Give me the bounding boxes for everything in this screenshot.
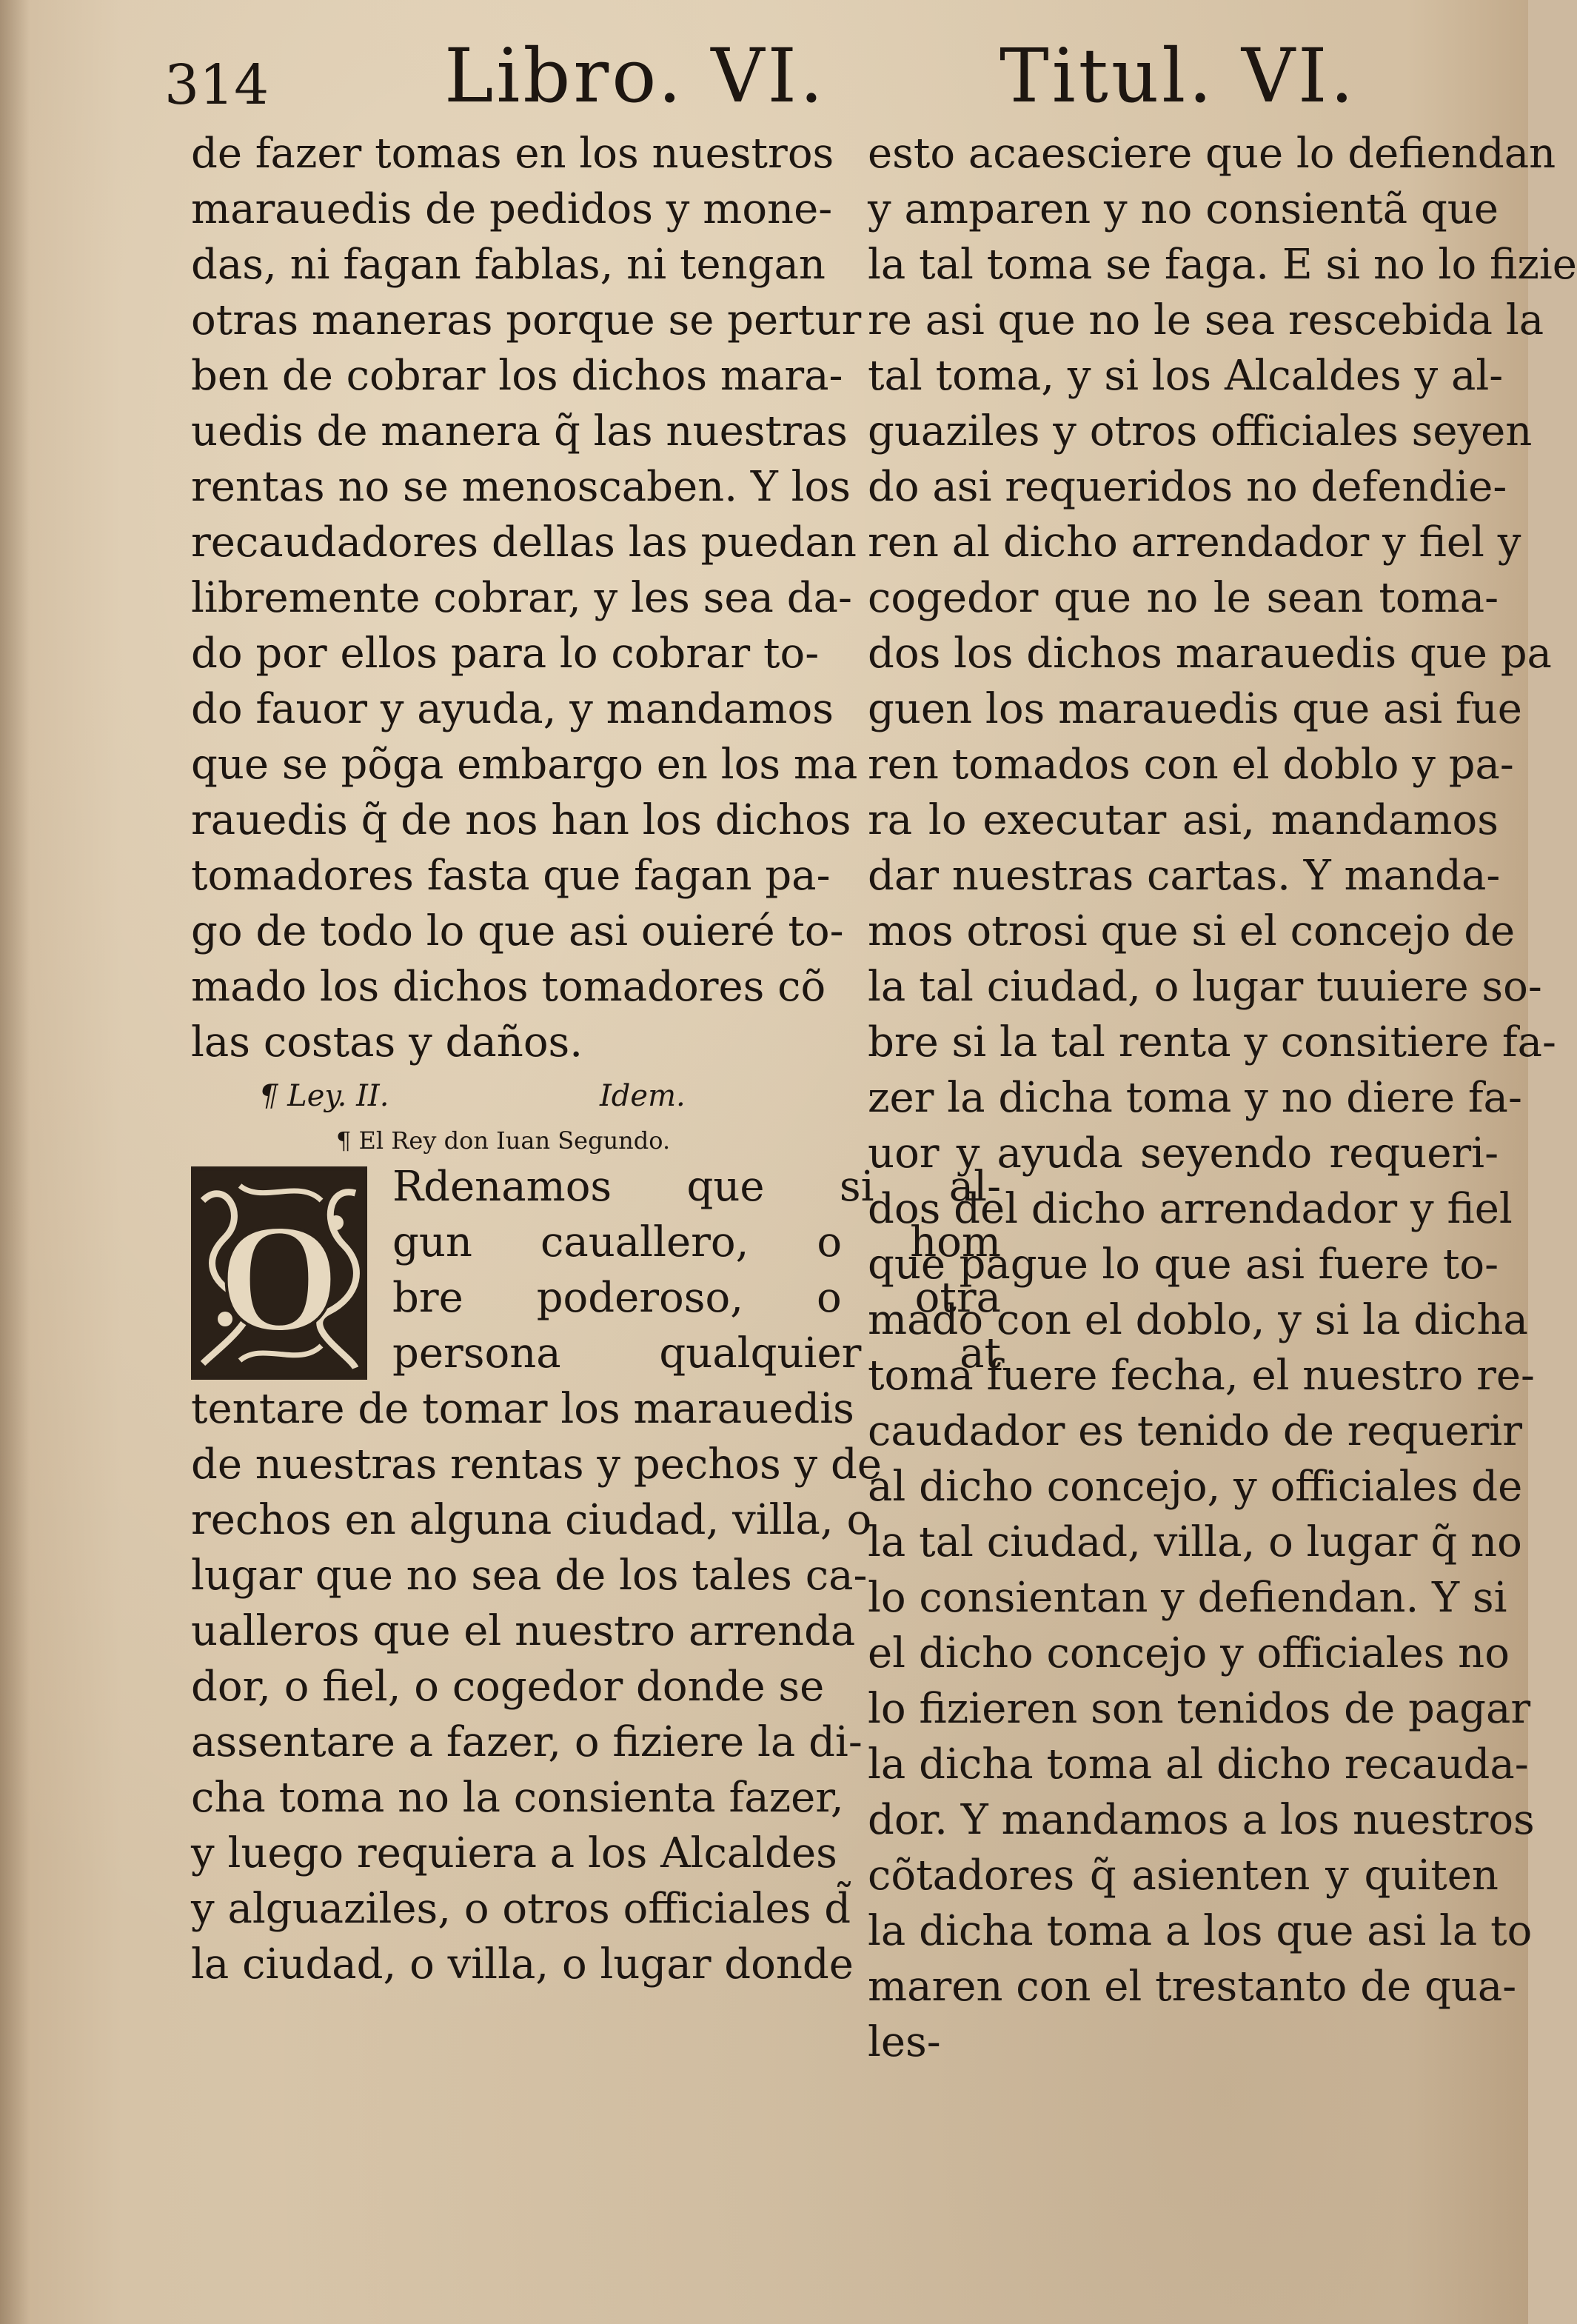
left-column xyxy=(191,126,1001,1992)
text-line: Rdenamos que si al- xyxy=(392,1163,1001,1211)
king-attribution: ¶ El Rey don Iuan Segundo. xyxy=(336,1126,671,1155)
text-line: lo fizieren son tenidos de pagar xyxy=(868,1685,1531,1733)
initial-letter: O xyxy=(218,1192,340,1364)
text-line: libremente cobrar, y les sea da- xyxy=(191,574,852,622)
text-line: lugar que no sea de los tales ca- xyxy=(191,1552,868,1600)
text-line: guen los marauedis que asi fue xyxy=(868,685,1522,733)
text-line: ren al dicho arrendador y fiel y xyxy=(868,518,1521,567)
text-line: uor y ayuda seyendo requeri- xyxy=(868,1129,1499,1178)
text-line: maren con el trestanto de qua- xyxy=(868,1963,1517,2011)
text-line: y luego requiera a los Alcaldes xyxy=(191,1829,837,1877)
text-line: ualleros que el nuestro arrenda xyxy=(191,1607,856,1655)
decorated-initial xyxy=(191,1166,367,1380)
text-line: uedis de manera q̃ las nuestras xyxy=(191,407,848,455)
text-line: que se põga embargo en los ma xyxy=(191,741,858,789)
text-line: bre si la tal renta y consitiere fa- xyxy=(868,1018,1556,1066)
catchword: les- xyxy=(868,2018,941,2066)
text-line: otras maneras porque se pertur xyxy=(191,296,862,344)
text-line: ren tomados con el doblo y pa- xyxy=(868,741,1514,789)
page-header xyxy=(0,21,1528,119)
text-line: persona qualquier at xyxy=(392,1329,1001,1378)
text-line: do por ellos para lo cobrar to- xyxy=(191,630,820,678)
text-line: cha toma no la consienta fazer, xyxy=(191,1774,844,1822)
left-column-text-top xyxy=(191,126,862,1070)
text-line: la tal toma se faga. E si no lo fizie xyxy=(868,241,1577,289)
text-line: toma fuere fecha, el nuestro re- xyxy=(868,1352,1535,1400)
text-line: zer la dicha toma y no diere fa- xyxy=(868,1074,1522,1122)
folio-number: 314 xyxy=(164,53,269,117)
text-line: recaudadores dellas las puedan xyxy=(191,518,857,567)
text-line: guaziles y otros officiales seyen xyxy=(868,407,1533,455)
law-number: ¶ Ley. II. xyxy=(259,1079,389,1113)
text-line: mado los dichos tomadores cõ xyxy=(191,963,826,1011)
text-line: la dicha toma al dicho recauda- xyxy=(868,1740,1529,1789)
initial-paragraph xyxy=(191,1159,1001,1381)
text-line: go de todo lo que asi ouieré to- xyxy=(191,907,844,955)
text-line: tal toma, y si los Alcaldes y al- xyxy=(868,352,1504,400)
text-line: cogedor que no le sean toma- xyxy=(868,574,1499,622)
text-line: ben de cobrar los dichos mara- xyxy=(191,352,843,400)
text-line: la ciudad, o villa, o lugar donde xyxy=(191,1940,854,1989)
text-line: la dicha toma a los que asi la to xyxy=(868,1907,1533,1955)
text-line: assentare a fazer, o fiziere la di- xyxy=(191,1718,863,1766)
text-line: tomadores fasta que fagan pa- xyxy=(191,852,831,900)
text-line: de fazer tomas en los nuestros xyxy=(191,130,834,178)
left-column-text-bottom xyxy=(191,1381,882,1992)
text-line: la tal ciudad, villa, o lugar q̃ no xyxy=(868,1518,1522,1566)
text-line: esto acaesciere que lo defiendan xyxy=(868,130,1556,178)
text-line: do asi requeridos no defendie- xyxy=(868,463,1507,511)
text-line: marauedis de pedidos y mone- xyxy=(191,185,833,233)
text-line: ra lo executar asi, mandamos xyxy=(868,796,1499,844)
running-title-book: Libro. VI. xyxy=(444,33,826,119)
text-line: dos del dicho arrendador y fiel xyxy=(868,1185,1513,1233)
text-line: mos otrosi que si el concejo de xyxy=(868,907,1516,955)
text-line: lo consientan y defiendan. Y si xyxy=(868,1574,1507,1622)
text-line: y amparen y no consientã que xyxy=(868,185,1499,233)
text-line: dor. Y mandamos a los nuestros xyxy=(868,1796,1535,1844)
decorated-initial-art xyxy=(195,1171,363,1375)
text-line: re asi que no le sea rescebida la xyxy=(868,296,1544,344)
text-line: tentare de tomar los marauedis xyxy=(191,1385,854,1433)
text-line: las costas y daños. xyxy=(191,1018,583,1066)
text-line: bre poderoso, o otra xyxy=(392,1274,1001,1322)
text-line: que pague lo que asi fuere to- xyxy=(868,1241,1499,1289)
law-heading xyxy=(191,1070,813,1122)
law-idem: Idem. xyxy=(600,1079,686,1113)
text-line: de nuestras rentas y pechos y de xyxy=(191,1440,882,1489)
text-line: dar nuestras cartas. Y manda- xyxy=(868,852,1501,900)
text-line: rauedis q̃ de nos han los dichos xyxy=(191,796,851,844)
text-line: das, ni fagan fablas, ni tengan xyxy=(191,241,826,289)
text-line: mado con el doblo, y si la dicha xyxy=(868,1296,1528,1344)
text-line: la tal ciudad, o lugar tuuiere so- xyxy=(868,963,1542,1011)
text-line: el dicho concejo y officiales no xyxy=(868,1629,1510,1677)
text-line: al dicho concejo, y officiales de xyxy=(868,1463,1523,1511)
text-line: y alguaziles, o otros officiales d̃ xyxy=(191,1885,851,1933)
text-line: dor, o fiel, o cogedor donde se xyxy=(191,1663,825,1711)
right-column xyxy=(868,126,1577,2070)
text-line: cõtadores q̃ asienten y quiten xyxy=(868,1851,1499,1900)
running-title-title: Titul. VI. xyxy=(1000,33,1357,119)
text-line: caudador es tenido de requerir xyxy=(868,1407,1523,1455)
text-line: dos los dichos marauedis que pa xyxy=(868,630,1552,678)
text-line: gun cauallero, o hom xyxy=(392,1218,1001,1266)
text-line: rentas no se menoscaben. Y los xyxy=(191,463,851,511)
text-line: do fauor y ayuda, y mandamos xyxy=(191,685,834,733)
text-line: rechos en alguna ciudad, villa, o xyxy=(191,1496,872,1544)
